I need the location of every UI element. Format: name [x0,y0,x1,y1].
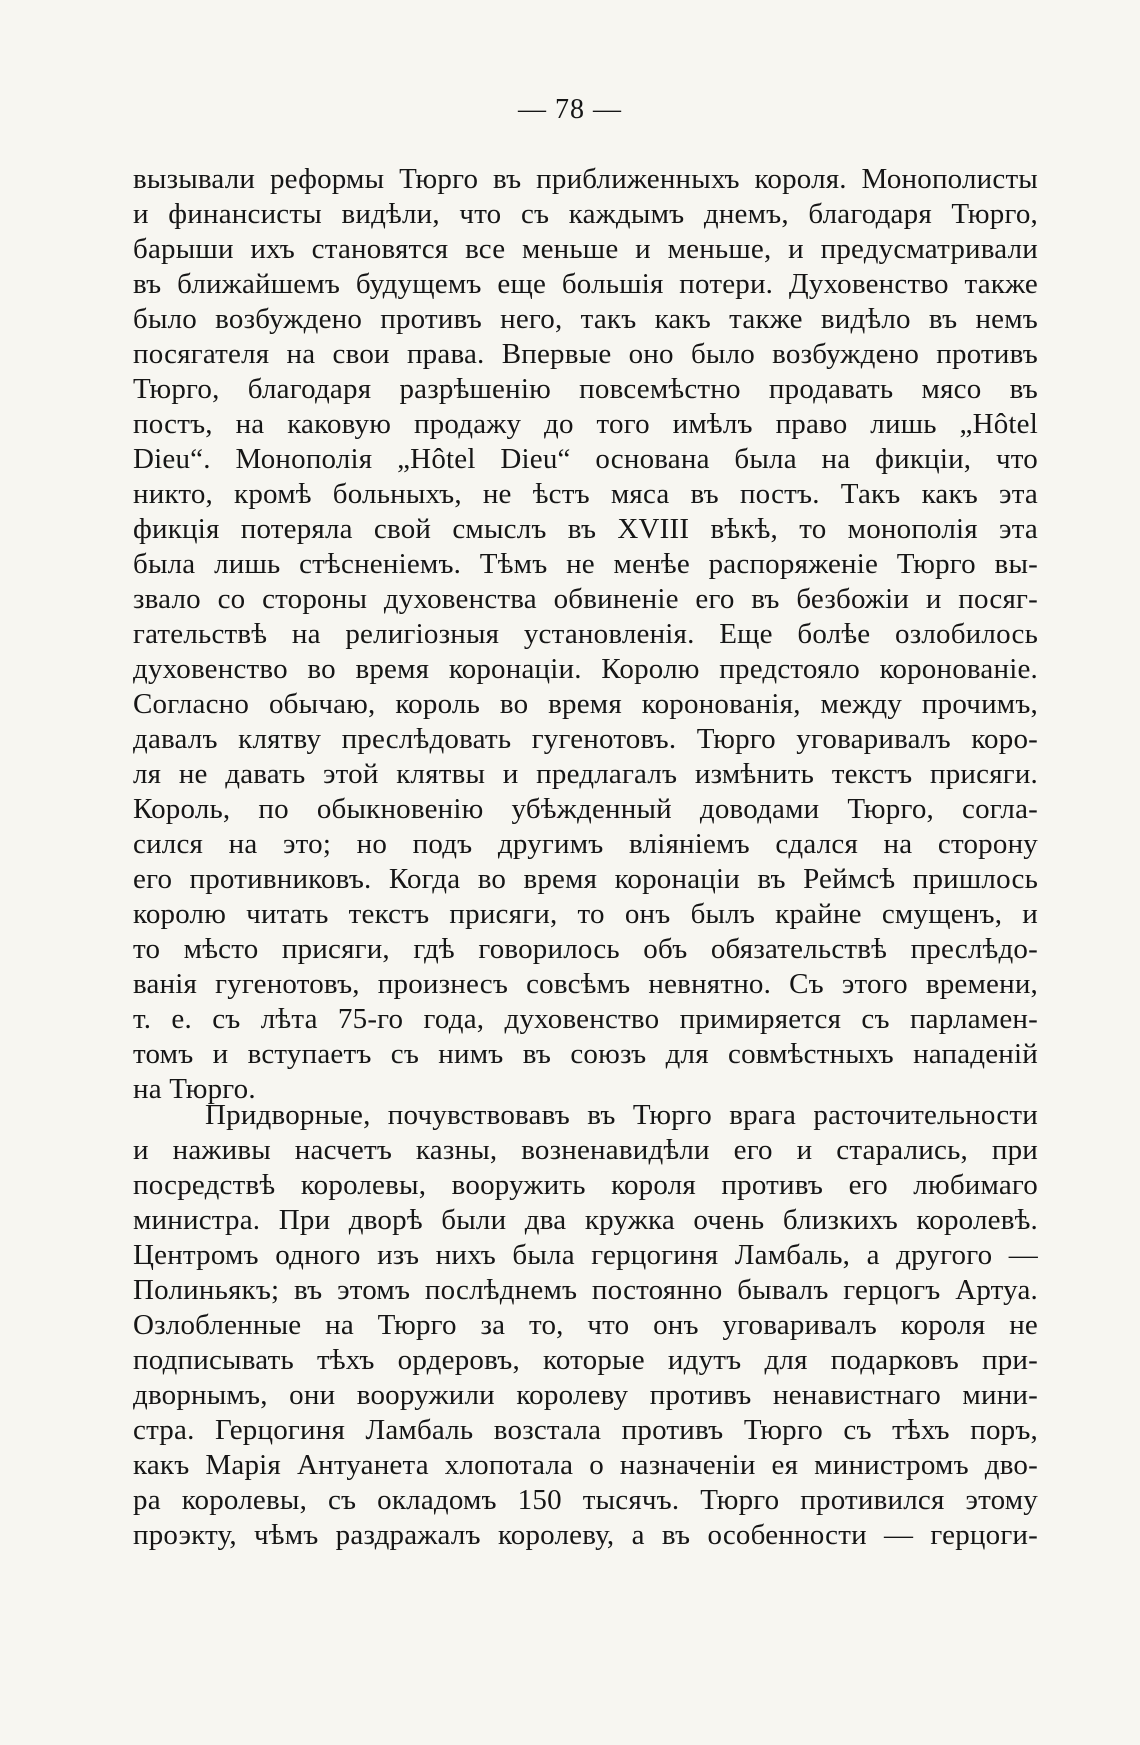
text-line: дворнымъ, они вооружили королеву противъ ненавистнаго мини- [133,1379,1038,1411]
text-line: духовенство во время коронаціи. Королю предстояло коронованіе. [133,653,1038,685]
text-line: Придворные, почувствовавъ въ Тюрго врага расточительности [205,1099,1038,1131]
text-line: давалъ клятву преслѣдовать гугенотовъ. Тюрго уговаривалъ коро- [133,723,1038,755]
text-line: подписывать тѣхъ ордеровъ, которые идутъ для подарковъ при- [133,1344,1038,1376]
text-line: посягателя на свои права. Впервые оно было возбуждено противъ [133,338,1038,370]
text-line: барыши ихъ становятся все меньше и меньше, и предусматривали [133,233,1038,265]
text-line: какъ Марія Антуанета хлопотала о назначеніи ея министромъ дво- [133,1449,1038,1481]
text-line: вызывали реформы Тюрго въ приближенныхъ короля. Монополисты [133,163,1038,195]
text-line: Полиньякъ; въ этомъ послѣднемъ постоянно бывалъ герцогъ Артуа. [133,1274,1038,1306]
text-line: было возбуждено противъ него, такъ какъ также видѣло въ немъ [133,303,1038,335]
text-line: ра королевы, съ окладомъ 150 тысячъ. Тюрго противился этому [133,1484,1038,1516]
text-line: томъ и вступаетъ съ нимъ въ союзъ для совмѣстныхъ нападеній [133,1038,1038,1070]
text-line: посредствѣ королевы, вооружить короля противъ его любимаго [133,1169,1038,1201]
text-line: никто, кромѣ больныхъ, не ѣстъ мяса въ постъ. Такъ какъ эта [133,478,1038,510]
text-line: въ ближайшемъ будущемъ еще большія потери. Духовенство также [133,268,1038,300]
text-line: Центромъ одного изъ нихъ была герцогиня Ламбаль, а другого — [133,1239,1038,1271]
text-line: то мѣсто присяги, гдѣ говорилось объ обязательствѣ преслѣдо- [133,933,1038,965]
text-line: королю читать текстъ присяги, то онъ былъ крайне смущенъ, и [133,898,1038,930]
text-line: Король, по обыкновенію убѣжденный доводами Тюрго, согла- [133,793,1038,825]
text-line: и наживы насчетъ казны, возненавидѣли его и старались, при [133,1134,1038,1166]
text-line: проэкту, чѣмъ раздражалъ королеву, а въ особенности — герцоги- [133,1519,1038,1551]
text-line: звало со стороны духовенства обвиненіе его въ безбожіи и посяг- [133,583,1038,615]
page-number: — 78 — [518,94,622,125]
text-line: и финансисты видѣли, что съ каждымъ днемъ, благодаря Тюрго, [133,198,1038,230]
text-line: стра. Герцогиня Ламбаль возстала противъ Тюрго съ тѣхъ поръ, [133,1414,1038,1446]
text-line: ванія гугенотовъ, произнесъ совсѣмъ невнятно. Съ этого времени, [133,968,1038,1000]
paragraph-1 [133,162,1038,1107]
text-line: Dieu“. Монополія „Hôtel Dieu“ основана была на фикціи, что [133,443,1038,475]
text-line: постъ, на каковую продажу до того имѣлъ право лишь „Hôtel [133,408,1038,440]
text-line: Тюрго, благодаря разрѣшенію повсемѣстно продавать мясо въ [133,373,1038,405]
text-line: фикція потеряла свой смыслъ въ XVIII вѣкѣ, то монополія эта [133,513,1038,545]
text-line: была лишь стѣсненіемъ. Тѣмъ не менѣе распоряженіе Тюрго вы- [133,548,1038,580]
text-line: сился на это; но подъ другимъ вліяніемъ сдался на сторону [133,828,1038,860]
paragraph-2 [133,1098,1038,1553]
text-line: его противниковъ. Когда во время коронаціи въ Реймсѣ пришлось [133,863,1038,895]
text-line: Согласно обычаю, король во время коронованія, между прочимъ, [133,688,1038,720]
text-line: Озлобленные на Тюрго за то, что онъ уговаривалъ короля не [133,1309,1038,1341]
text-line: гательствѣ на религіозныя установленія. Еще болѣе озлобилось [133,618,1038,650]
text-line: министра. При дворѣ были два кружка очень близкихъ королевѣ. [133,1204,1038,1236]
text-line: ля не давать этой клятвы и предлагалъ измѣнить текстъ присяги. [133,758,1038,790]
text-line: на Тюрго. [133,1073,256,1105]
text-line: т. е. съ лѣта 75-го года, духовенство примиряется съ парламен- [133,1003,1038,1035]
